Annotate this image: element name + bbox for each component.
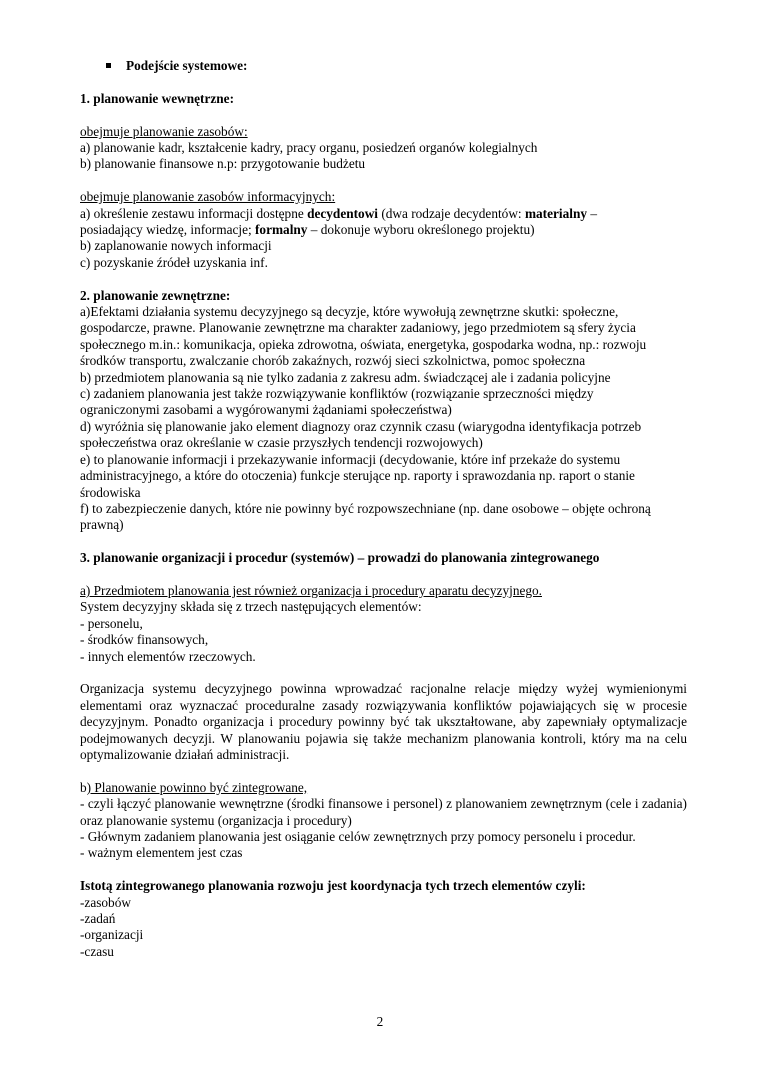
square-bullet-icon xyxy=(106,63,111,68)
s2-line: administracyjnego, a które do otoczenia) funkcje sterujące np. raporty i sprawozdania np. raport o stanie xyxy=(80,468,635,484)
s2-line: ograniczonymi zasobami a wygórowanymi żądaniami społeczeństwa) xyxy=(80,402,452,418)
s3-b-line: - ważnym elementem jest czas xyxy=(80,845,243,861)
text-run: – dokonuje wyboru określonego projektu) xyxy=(307,222,535,238)
s3-b-line: - Głównym zadaniem planowania jest osiąganie celów zewnętrznych przy pomocy personelu i procedur. xyxy=(80,828,636,844)
text-run: (dwa rodzaje decydentów: xyxy=(378,205,525,221)
s2-line: c) zadaniem planowania jest także rozwiązywanie konfliktów (rozwiązanie sprzeczności między xyxy=(80,386,594,402)
s1-group2-line-c: c) pozyskanie źródeł uzyskania inf. xyxy=(80,254,268,270)
s3-b-justified: - czyli łączyć planowanie wewnętrzne (środki finansowe i personel) z planowaniem zewnętrznym (cele i zadania) oraz planowanie systemu (organizacja i procedury) xyxy=(80,796,687,828)
text-run: posiadający wiedzę, informacje; xyxy=(80,222,255,238)
s1-group2-line-a xyxy=(80,206,687,222)
text-run: a) określenie zestawu informacji dostępne xyxy=(80,205,308,221)
s3-a-line: - innych elementów rzeczowych. xyxy=(80,648,256,664)
document-page xyxy=(80,58,687,960)
s2-line: d) wyróżnia się planowanie jako element diagnozy oraz czynnik czasu (wiarygodna identyfikacja potrzeb xyxy=(80,418,642,434)
s3-a-line: - personelu, xyxy=(80,615,143,631)
summary-item: -zadań xyxy=(80,910,116,926)
s3-a-line: - środków finansowych, xyxy=(80,632,209,648)
s2-line: środków transportu, zwalczanie chorób zakaźnych, rozwój sieci szkolnictwa, pomoc społeczna xyxy=(80,353,586,369)
s2-line: prawną) xyxy=(80,517,124,533)
bold-term: decydentowi xyxy=(307,205,378,221)
s2-line: e) to planowanie informacji i przekazywanie informacji (decydowanie, które inf przekaże do systemu xyxy=(80,451,621,467)
s1-group1-line: a) planowanie kadr, kształcenie kadry, pracy organu, posiedzeń organów kolegialnych xyxy=(80,140,538,155)
section-1-title: 1. planowanie wewnętrzne: xyxy=(80,90,235,106)
section-3-title: 3. planowanie organizacji i procedur (systemów) – prowadzi do planowania zintegrowanego xyxy=(80,550,600,566)
s2-line: środowiska xyxy=(80,484,141,500)
heading: Podejście systemowe: xyxy=(126,58,248,73)
s1-group1-line: b) planowanie finansowe n.p: przygotowanie budżetu xyxy=(80,156,366,172)
s2-line: b) przedmiotem planowania są nie tylko zadania z zakresu adm. świadczącej ale i zadania policyjne xyxy=(80,369,611,385)
text-run: b xyxy=(80,779,87,795)
s2-line: gospodarcze, prawne. Planowanie zewnętrzne ma charakter zadaniowy, jego przedmiotem są sfery życia xyxy=(80,320,636,336)
s1-group2-title: obejmuje planowanie zasobów informacyjnych: xyxy=(80,189,336,205)
bold-term: materialny xyxy=(524,205,587,221)
s3-a-title: a) Przedmiotem planowania jest również organizacja i procedury aparatu decyzyjnego. xyxy=(80,582,542,598)
s2-line: a)Efektami działania systemu decyzyjnego są decyzje, które wywołują zewnętrzne skutki: społeczne, xyxy=(80,304,619,320)
s2-line: społecznego m.in.: komunikacja, opieka zdrowotna, oświata, energetyka, gospodarka wodna, np.: rozwoju xyxy=(80,336,647,352)
heading-row xyxy=(80,58,687,74)
s3-b-title xyxy=(80,780,687,796)
underlined-title: ) Planowanie powinno być zintegrowane, xyxy=(86,779,308,795)
summary-item: -organizacji xyxy=(80,927,144,943)
summary-item: -czasu xyxy=(80,943,114,959)
bold-term: formalny xyxy=(255,222,308,238)
s2-line: f) to zabezpieczenie danych, które nie powinny być rozpowszechniane (np. dane osobowe – objęte ochroną xyxy=(80,500,651,516)
s3-paragraph: Organizacja systemu decyzyjnego powinna wprowadzać racjonalne relacje między wyżej wymienionymi elementami oraz wyznaczać proceduralne zasady rozwiązywania konfliktów pojawiających się w procesie decyzyjnym. Ponadto organizacja i procedury powinny być tak ukształtowane, aby zapewniały optymalizacje podejmowanych decyzji. W planowaniu pojawia się także mechanizm planowania kontroli, który ma na celu optymalizowanie działań administracji. xyxy=(80,681,687,762)
s3-a-line: System decyzyjny składa się z trzech następujących elementów: xyxy=(80,599,422,615)
section-2-title: 2. planowanie zewnętrzne: xyxy=(80,287,231,303)
s2-line: społeczeństwa oraz określanie w czasie przyszłych tendencji rozwojowych) xyxy=(80,435,483,451)
summary-item: -zasobów xyxy=(80,894,131,910)
s1-group1-title: obejmuje planowanie zasobów: xyxy=(80,123,248,139)
s1-group2-line-a2 xyxy=(80,222,687,238)
summary-title: Istotą zintegrowanego planowania rozwoju jest koordynacja tych trzech elementów czyli: xyxy=(80,878,586,894)
text-run: – xyxy=(587,205,597,221)
page-number: 2 xyxy=(376,1014,384,1029)
s1-group2-line-b: b) zaplanowanie nowych informacji xyxy=(80,238,272,254)
